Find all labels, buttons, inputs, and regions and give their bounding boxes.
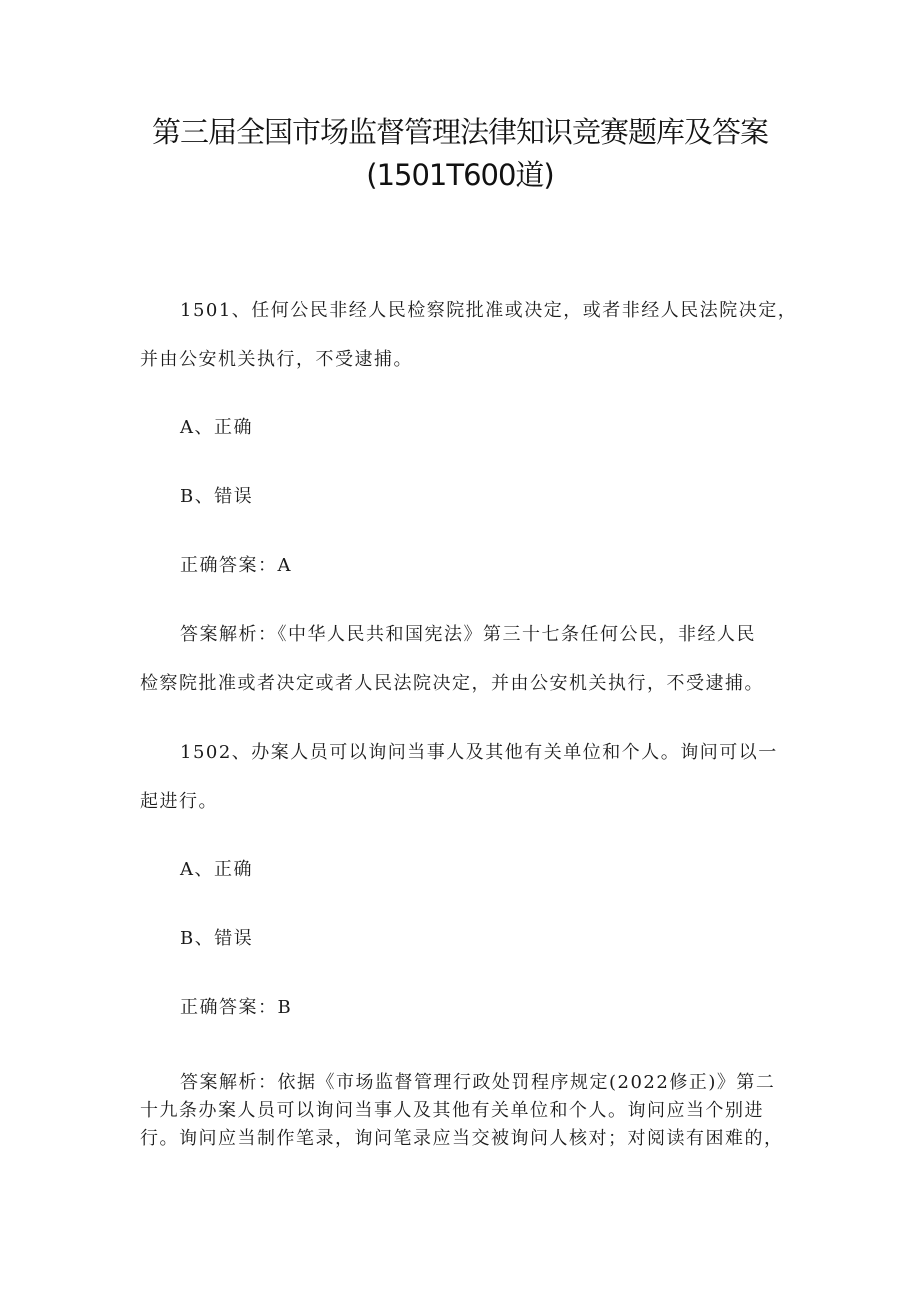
question-1501-analysis-line1: 答案解析：《中华人民共和国宪法》第三十七条任何公民，非经人民: [180, 624, 756, 645]
question-1502-analysis-line1: 答案解析：依据《市场监督管理行政处罚程序规定(2022修正)》第二: [180, 1072, 776, 1093]
question-1501-analysis-line2: 检察院批准或者决定或者人民法院决定，并由公安机关执行，不受逮捕。: [140, 673, 764, 694]
question-1501-stem-line2: 并由公安机关执行，不受逮捕。: [140, 349, 413, 370]
question-1502-answer: 正确答案：B: [180, 997, 293, 1018]
document-subtitle: (1501T600道): [366, 158, 554, 192]
document-title: 第三届全国市场监督管理法律知识竞赛题库及答案: [151, 115, 768, 149]
question-1502-stem-line1: 1502、办案人员可以询问当事人及其他有关单位和个人。询问可以一: [180, 742, 778, 763]
question-1502-option-a: A、正确: [180, 859, 253, 880]
question-1501-option-b: B、错误: [180, 486, 254, 507]
question-1502-analysis-line2: 十九条办案人员可以询问当事人及其他有关单位和个人。询问应当个别进: [140, 1100, 764, 1121]
question-1502-analysis-line3: 行。询问应当制作笔录，询问笔录应当交被询问人核对；对阅读有困难的，: [140, 1128, 784, 1149]
question-1502-stem-line2: 起进行。: [140, 791, 218, 812]
question-1501-option-a: A、正确: [180, 417, 253, 438]
question-1501-stem-line1: 1501、任何公民非经人民检察院批准或决定，或者非经人民法院决定，: [180, 300, 798, 321]
question-1501-answer: 正确答案：A: [180, 555, 292, 576]
question-1502-option-b: B、错误: [180, 928, 254, 949]
